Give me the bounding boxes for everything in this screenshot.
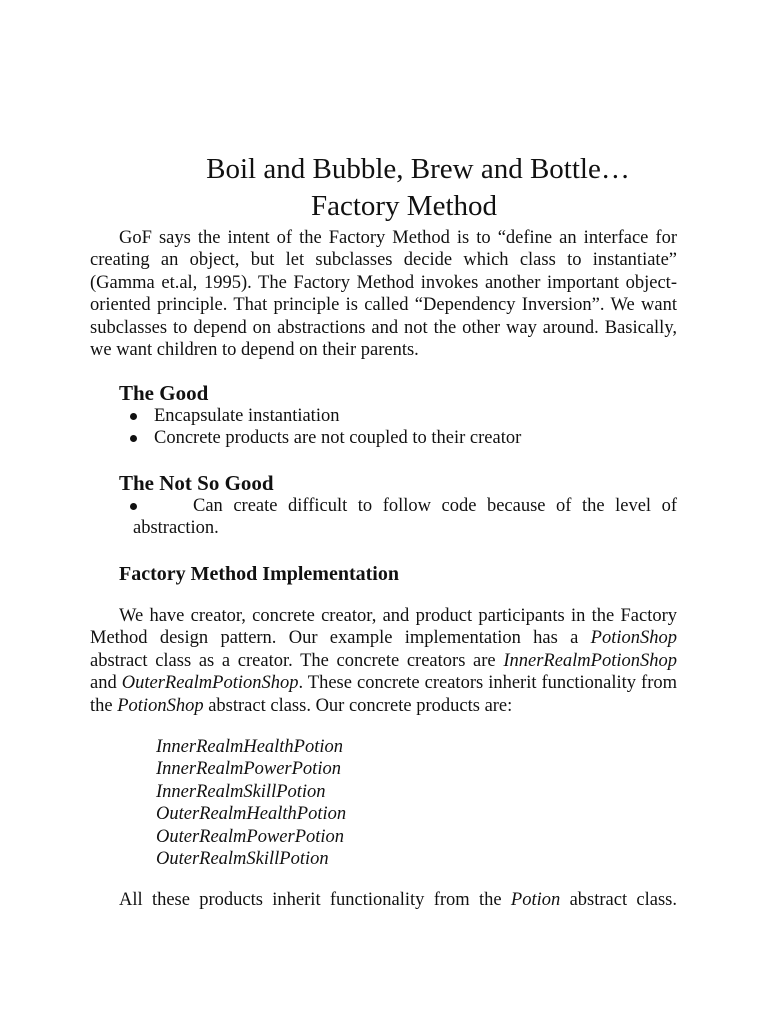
class-name: PotionShop <box>590 628 677 649</box>
class-name: OuterRealmPotionShop <box>121 673 299 694</box>
implementation-text: and <box>90 673 122 694</box>
bullet-icon <box>130 413 137 420</box>
product-list-item: InnerRealmSkillPotion <box>156 781 326 802</box>
product-list <box>156 736 346 870</box>
good-item-text: Concrete products are not coupled to their creator <box>154 428 522 449</box>
title-line-1: Boil and Bubble, Brew and Bottle… <box>206 153 630 186</box>
title-line-2: Factory Method <box>310 190 498 223</box>
product-list-item: OuterRealmPowerPotion <box>156 826 345 847</box>
implementation-paragraph <box>90 605 677 717</box>
not-so-good-heading: The Not So Good <box>119 471 274 495</box>
intro-paragraph: GoF says the intent of the Factory Method is to “define an interface for creating an object, but let subclasses decide which class to instantiate” (Gamma et.al, 1995). The Factory Method invokes another important object-oriented principle. That principle is called “Dependency Inversion”. We want subclasses to depend on abstractions and not the other way around. Basically, we want children to depend on their parents. <box>90 228 677 361</box>
implementation-text: abstract class. Our concrete products are: <box>203 695 513 716</box>
product-list-item: OuterRealmSkillPotion <box>156 849 329 870</box>
not-so-good-item-text: Can create difficult to follow code because of the level of abstraction. <box>133 496 677 539</box>
implementation-text: abstract class as a creator. The concrete creators are <box>90 650 504 671</box>
good-item-text: Encapsulate instantiation <box>154 406 340 426</box>
good-list <box>0 405 554 450</box>
class-name: PotionShop <box>117 695 204 716</box>
product-list-item: InnerRealmHealthPotion <box>156 737 344 757</box>
implementation-heading: Factory Method Implementation <box>119 563 399 585</box>
good-list-item <box>0 427 554 449</box>
product-list-item: InnerRealmPowerPotion <box>156 759 341 780</box>
implementation-text: . These concrete creators inherit functionality from the <box>90 673 677 716</box>
good-heading: The Good <box>119 381 209 405</box>
bullet-icon <box>130 435 137 442</box>
document-title <box>0 151 768 225</box>
good-list-item <box>0 405 554 427</box>
class-name: InnerRealmPotionShop <box>503 650 677 671</box>
class-name: Potion <box>510 890 561 910</box>
product-list-item: OuterRealmHealthPotion <box>156 804 347 825</box>
implementation-text: We have creator, concrete creator, and product participants in the Factory Method design pattern. Our example implementation has a <box>90 606 677 649</box>
closing-text: abstract class. <box>560 890 677 910</box>
closing-paragraph <box>90 889 677 911</box>
closing-text: All these products inherit functionality from the <box>119 890 511 910</box>
